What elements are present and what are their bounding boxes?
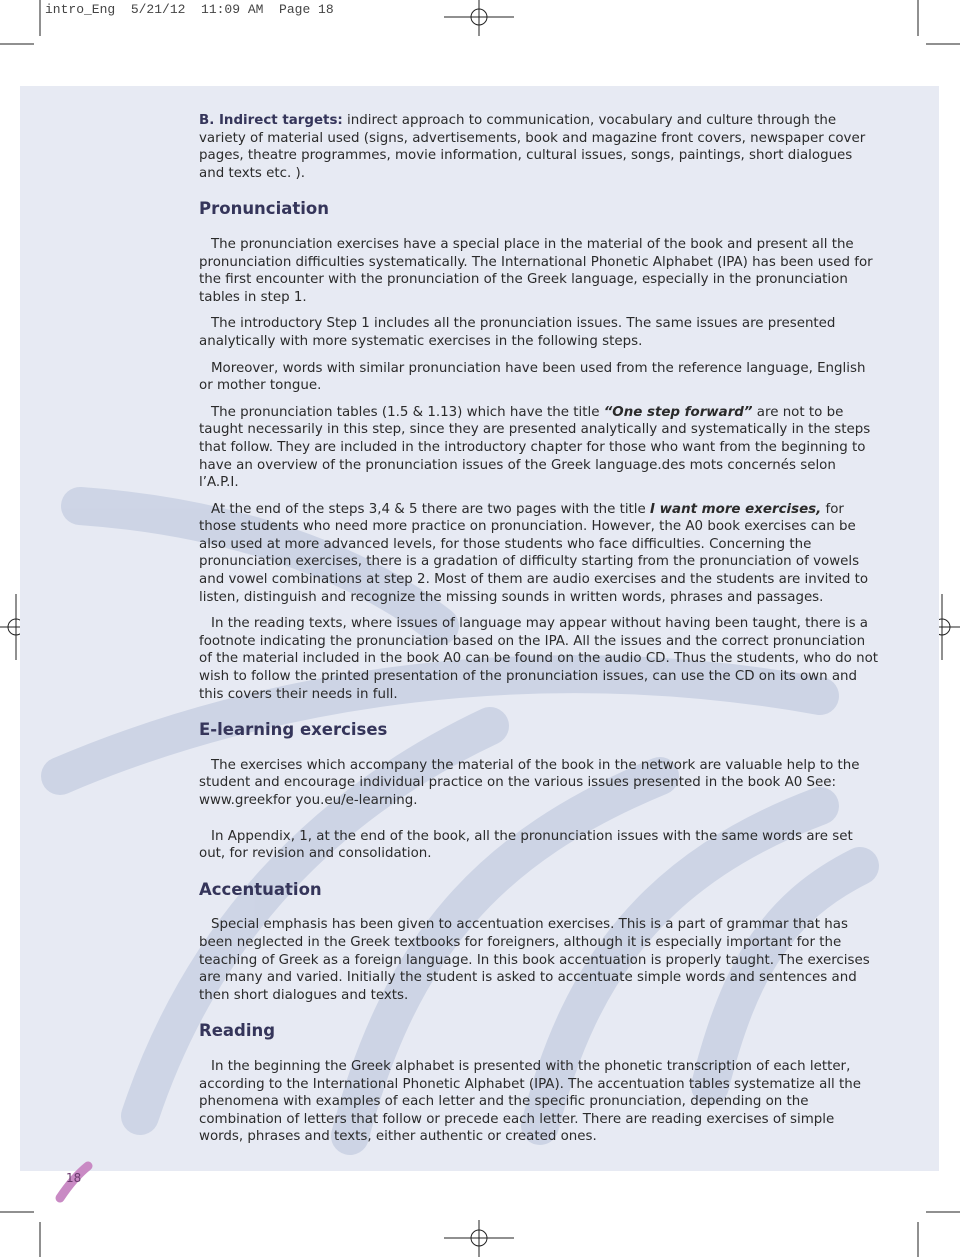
heading-reading: Reading (199, 1021, 276, 1041)
indirect-targets-lead: B. Indirect targets: (199, 113, 343, 128)
print-slug: intro_Eng 5/21/12 11:09 AM Page 18 (45, 2, 334, 17)
elearning-paragraph-2: In Appendix, 1, at the end of the book, all the pronunciation issues with the same words are set out, for revision and consolidation. (199, 828, 853, 862)
pronunciation-paragraph-5 (199, 501, 879, 607)
indirect-targets-paragraph (199, 112, 879, 182)
pronunciation-paragraph-4-b: are not to be taught necessarily in this step, since they are presented analytically and systematically in the steps that follow. They are included in the introductory chapter for those who want from the beginning to have an overview of the pronunciation issues of the Greek language.des mots concernés selon l’A.P.I. (199, 404, 871, 491)
accentuation-paragraph-1: Special emphasis has been given to accentuation exercises. This is a part of grammar that has been neglected in the Greek textbooks for foreigners, although it is especially important for the teaching of Greek as a foreign language. In this book accentuation is properly taught. The exercises are many and varied. Initially the student is asked to accentuate simple words and sentences and then short dialogues and texts. (199, 917, 870, 1003)
pronunciation-paragraph-3: Moreover, words with similar pronunciation have been used from the reference language, English or mother tongue. (199, 360, 866, 394)
pronunciation-paragraph-5-b: for those students who need more practice on pronunciation. However, the A0 book exercises can be also used at more advanced levels, for those students who face difficulties. Concerning the pronunciation exercises, there is a gradation of difficulty starting from the pronunciation of vowels and vowel combinations at step 2. Most of them are audio exercises and the students are invited to listen, distinguish and recognize the missing sounds in written words, phrases and passages. (199, 501, 869, 605)
one-step-forward-title: “One step forward” (603, 404, 753, 420)
heading-elearning: E-learning exercises (199, 720, 388, 740)
page-number: 18 (66, 1171, 82, 1185)
pronunciation-paragraph-1: The pronunciation exercises have a special place in the material of the book and present all the pronunciation difficulties systematically. The International Phonetic Alphabet (IPA) has been used for the first encounter with the pronunciation of the Greek language, especially in the pronunciation tables in step 1. (199, 236, 873, 305)
reading-paragraph-1: In the beginning the Greek alphabet is presented with the phonetic transcription of each letter, according to the International Phonetic Alphabet (IPA). The accentuation tables systematize all the phenomena with examples of each letter and the specific pronunciation, depending on the combination of letters that follow or precede each letter. There are reading exercises of simple words, phrases and texts, either authentic or created ones. (199, 1058, 861, 1145)
heading-pronunciation: Pronunciation (199, 199, 330, 219)
indirect-targets-text: indirect approach to communication, vocabulary and culture through the variety of material used (signs, advertisements, book and magazine front covers, newspaper cover pages, theatre programmes, movie information, cultural issues, songs, paintings, short dialogues and texts etc. ). (199, 113, 866, 181)
pronunciation-paragraph-6: In the reading texts, where issues of language may appear without having been taught, there is a footnote indicating the pronunciation based on the IPA. All the issues and the correct pronunciation of the material included in the book A0 can be found on the audio CD. Thus the students, who do not wish to follow the printed presentation of the pronunciation issues, can use the CD on its own and this covers their needs in full. (199, 616, 879, 702)
elearning-paragraph-1: The exercises which accompany the material of the book in the network are valuable help to the student and encourage individual practice on the various issues presented in the book A0 See: www.greekfor you.eu/e-learning. (199, 757, 860, 808)
pronunciation-paragraph-5-a: At the end of the steps 3,4 & 5 there are two pages with the title (211, 501, 651, 517)
pronunciation-paragraph-2: The introductory Step 1 includes all the pronunciation issues. The same issues are presented analytically with more systematic exercises in the following steps. (199, 316, 836, 349)
pronunciation-paragraph-4-a: The pronunciation tables (1.5 & 1.13) which have the title (211, 404, 604, 420)
page-content (199, 112, 879, 1155)
heading-accentuation: Accentuation (199, 879, 322, 899)
more-exercises-title: I want more exercises, (650, 501, 822, 517)
pronunciation-paragraph-4 (199, 404, 879, 492)
